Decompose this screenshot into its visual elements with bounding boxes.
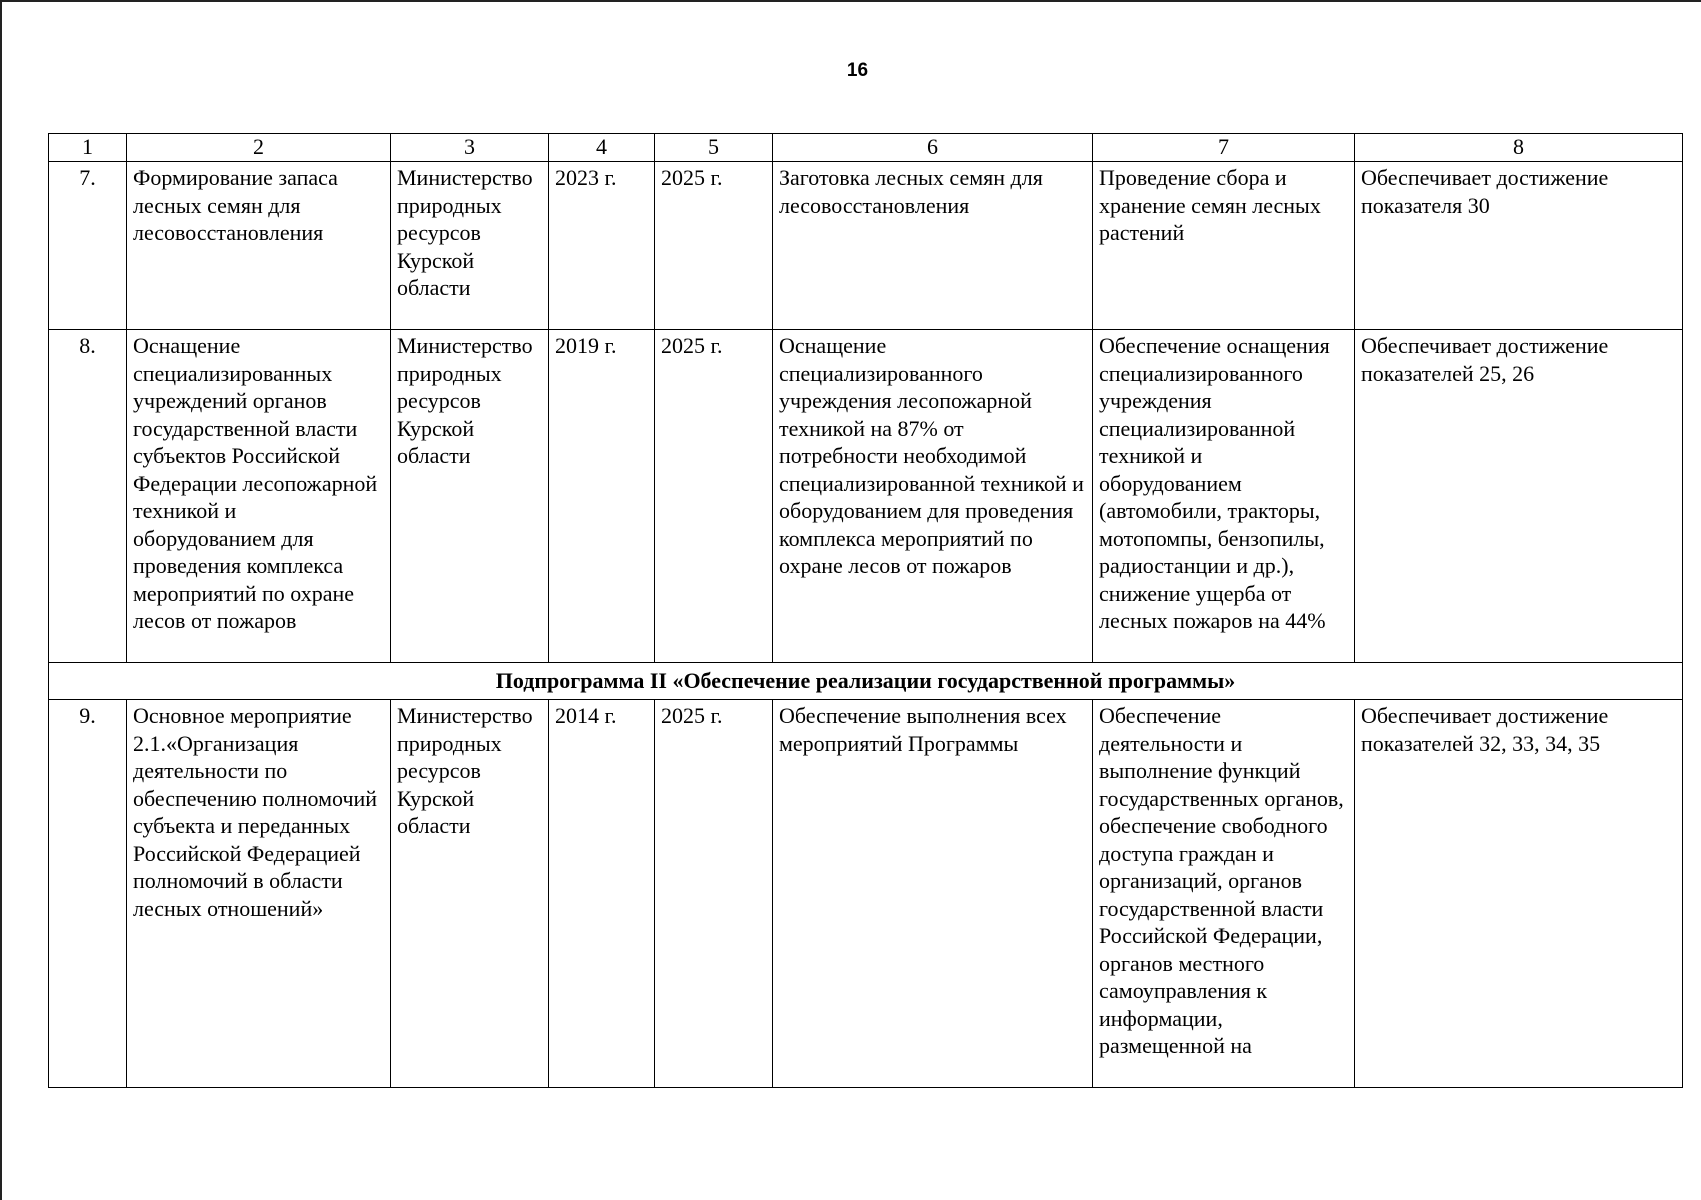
column-number: 7 [1093, 134, 1355, 162]
subprogram-title: Подпрограмма II «Обеспечение реализации государственной программы» [49, 663, 1683, 700]
column-number: 4 [549, 134, 655, 162]
expected-result: Обеспечение выполнения всех мероприятий Программы [773, 700, 1093, 1088]
main-directions: Обеспечение деятельности и выполнение функций государственных органов, обеспечение свободного доступа граждан и организаций, органов государственной власти Российской Федерации, органов местного самоуправления к информации, размещенной на [1093, 700, 1355, 1088]
row-number: 8. [49, 330, 127, 663]
end-year: 2025 г. [655, 330, 773, 663]
start-year: 2014 г. [549, 700, 655, 1088]
column-number: 8 [1355, 134, 1683, 162]
row-number: 9. [49, 700, 127, 1088]
column-number: 2 [127, 134, 391, 162]
column-number: 3 [391, 134, 549, 162]
column-number-row [49, 134, 1683, 162]
column-number: 5 [655, 134, 773, 162]
table-row [49, 330, 1683, 663]
end-year: 2025 г. [655, 700, 773, 1088]
linked-indicators: Обеспечивает достижение показателя 30 [1355, 162, 1683, 330]
measure-name: Формирование запаса лесных семян для лесовосстановления [127, 162, 391, 330]
row-number: 7. [49, 162, 127, 330]
responsible-executor: Министерство природных ресурсов Курской области [391, 700, 549, 1088]
expected-result: Оснащение специализированного учреждения лесопожарной техникой на 87% от потребности необходимой специализированной техникой и оборудованием для проведения комплекса мероприятий по охране лесов от пожаров [773, 330, 1093, 663]
table-row [49, 162, 1683, 330]
measure-name: Основное мероприятие 2.1.«Организация деятельности по обеспечению полномочий субъекта и переданных Российской Федерацией полномочий в области лесных отношений» [127, 700, 391, 1088]
column-number: 6 [773, 134, 1093, 162]
responsible-executor: Министерство природных ресурсов Курской области [391, 162, 549, 330]
expected-result: Заготовка лесных семян для лесовосстановления [773, 162, 1093, 330]
linked-indicators: Обеспечивает достижение показателей 32, 33, 34, 35 [1355, 700, 1683, 1088]
page-left-edge [0, 0, 2, 1200]
program-measures-table [48, 133, 1683, 1088]
end-year: 2025 г. [655, 162, 773, 330]
start-year: 2019 г. [549, 330, 655, 663]
column-number: 1 [49, 134, 127, 162]
start-year: 2023 г. [549, 162, 655, 330]
page-number: 16 [846, 60, 869, 81]
subprogram-heading-row [49, 663, 1683, 700]
linked-indicators: Обеспечивает достижение показателей 25, 26 [1355, 330, 1683, 663]
measure-name: Оснащение специализированных учреждений органов государственной власти субъектов Российской Федерации лесопожарной техникой и оборудованием для проведения комплекса мероприятий по охране лесов от пожаров [127, 330, 391, 663]
responsible-executor: Министерство природных ресурсов Курской области [391, 330, 549, 663]
table-row [49, 700, 1683, 1088]
main-directions: Обеспечение оснащения специализированного учреждения специализированной техникой и оборудованием (автомобили, тракторы, мотопомпы, бензопилы, радиостанции и др.), снижение ущерба от лесных пожаров на 44% [1093, 330, 1355, 663]
page-top-edge [0, 0, 1701, 2]
main-directions: Проведение сбора и хранение семян лесных растений [1093, 162, 1355, 330]
